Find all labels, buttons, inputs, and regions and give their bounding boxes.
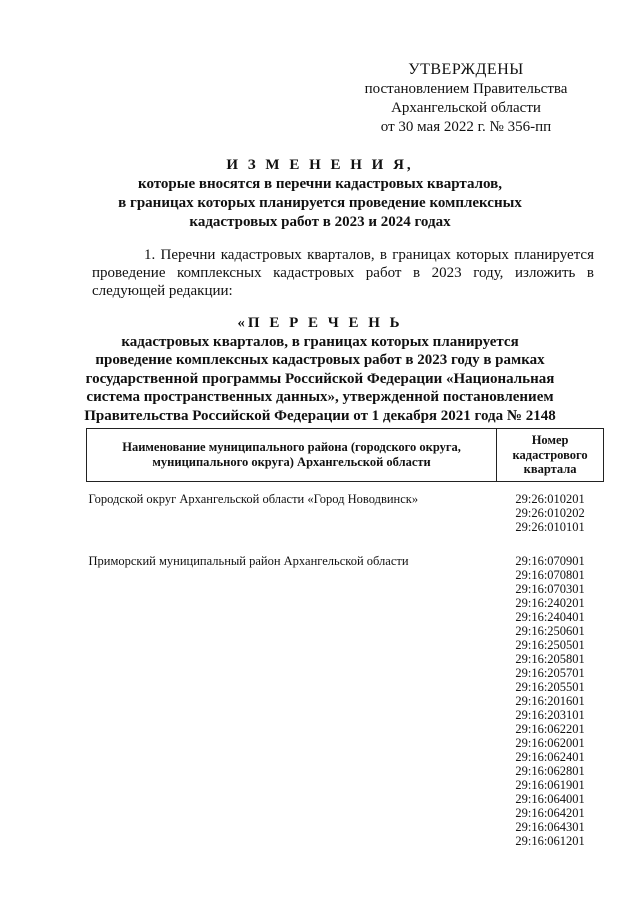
municipality-name: Городской округ Архангельской области «Город Новодвинск»: [88, 491, 419, 506]
cadastral-quarter-code: 29:26:010101: [515, 519, 585, 534]
table-header-row: [87, 429, 604, 482]
approval-line: Архангельской области: [391, 100, 541, 116]
table-row: [87, 481, 604, 544]
table-body: [87, 481, 604, 858]
approval-line: от 30 мая 2022 г. № 356-пп: [380, 119, 552, 135]
cadastral-quarter-code: 29:16:070801: [515, 567, 585, 582]
cadastral-quarter-code: 29:16:062001: [515, 735, 585, 750]
cadastral-quarter-code: 29:26:010201: [515, 491, 585, 506]
list-title-line: кадастровых кварталов, в границах которых планируется: [121, 333, 519, 350]
cadastral-quarter-code: 29:16:240401: [515, 609, 585, 624]
municipality-name: Приморский муниципальный район Архангельской области: [88, 553, 409, 568]
table-row: [87, 544, 604, 858]
header-quarter-number: Номер кадастрового квартала: [497, 429, 604, 482]
cadastral-quarter-code: 29:16:205801: [515, 651, 585, 666]
cadastral-quarter-code: 29:16:062201: [515, 721, 585, 736]
title-line: в границах которых планируется проведение комплексных: [118, 195, 522, 211]
approval-heading: УТВЕРЖДЕНЫ: [408, 61, 524, 78]
document-title: [60, 156, 580, 232]
title-line: которые вносятся в перечни кадастровых кварталов,: [138, 176, 502, 192]
cadastral-quarter-code: 29:16:062401: [515, 749, 585, 764]
body-paragraph: [92, 246, 594, 300]
approval-line: постановлением Правительства: [364, 81, 568, 97]
paragraph-text: 1. Перечни кадастровых кварталов, в границах которых планируется проведение комплексных кадастровых работ в 2023 году, изложить в следующей редакции:: [92, 247, 594, 299]
cadastral-quarter-code: 29:16:250601: [515, 623, 585, 638]
approval-block: [356, 60, 576, 137]
quarter-codes: [497, 544, 604, 858]
cadastral-table: [86, 428, 604, 858]
cadastral-quarter-code: 29:16:070301: [515, 581, 585, 596]
title-heading: И З М Е Н Е Н И Я,: [226, 157, 414, 173]
header-municipality: Наименование муниципального района (городского округа, муниципального округа) Архангельской области: [87, 429, 497, 482]
cadastral-quarter-code: 29:16:061901: [515, 777, 585, 792]
list-title-line: государственной программы Российской Федерации «Национальная: [85, 370, 555, 387]
list-title: [60, 314, 580, 425]
cadastral-quarter-code: 29:16:062801: [515, 763, 585, 778]
list-title-line: система пространственных данных», утвержденной постановлением: [86, 389, 554, 405]
cadastral-quarter-code: 29:16:205701: [515, 665, 585, 680]
list-title-line: проведение комплексных кадастровых работ в 2023 году в рамках: [95, 352, 545, 368]
cadastral-quarter-code: 29:16:250501: [515, 637, 585, 652]
cadastral-quarter-code: 29:16:064201: [515, 805, 585, 820]
cadastral-quarter-code: 29:16:064301: [515, 819, 585, 834]
cadastral-quarter-code: 29:16:061201: [515, 833, 585, 848]
cadastral-quarter-code: 29:16:205501: [515, 679, 585, 694]
cadastral-quarter-code: 29:16:070901: [515, 553, 585, 568]
list-title-line: Правительства Российской Федерации от 1 декабря 2021 года № 2148: [84, 407, 556, 424]
cadastral-quarter-code: 29:16:201601: [515, 693, 585, 708]
title-line: кадастровых работ в 2023 и 2024 годах: [189, 214, 451, 230]
cadastral-quarter-code: 29:16:064001: [515, 791, 585, 806]
cadastral-quarter-code: 29:16:240201: [515, 595, 585, 610]
list-heading: «П Е Р Е Ч Е Н Ь: [237, 315, 403, 331]
cadastral-quarter-code: 29:16:203101: [515, 707, 585, 722]
quarter-codes: [497, 481, 604, 544]
cadastral-quarter-code: 29:26:010202: [515, 505, 585, 520]
